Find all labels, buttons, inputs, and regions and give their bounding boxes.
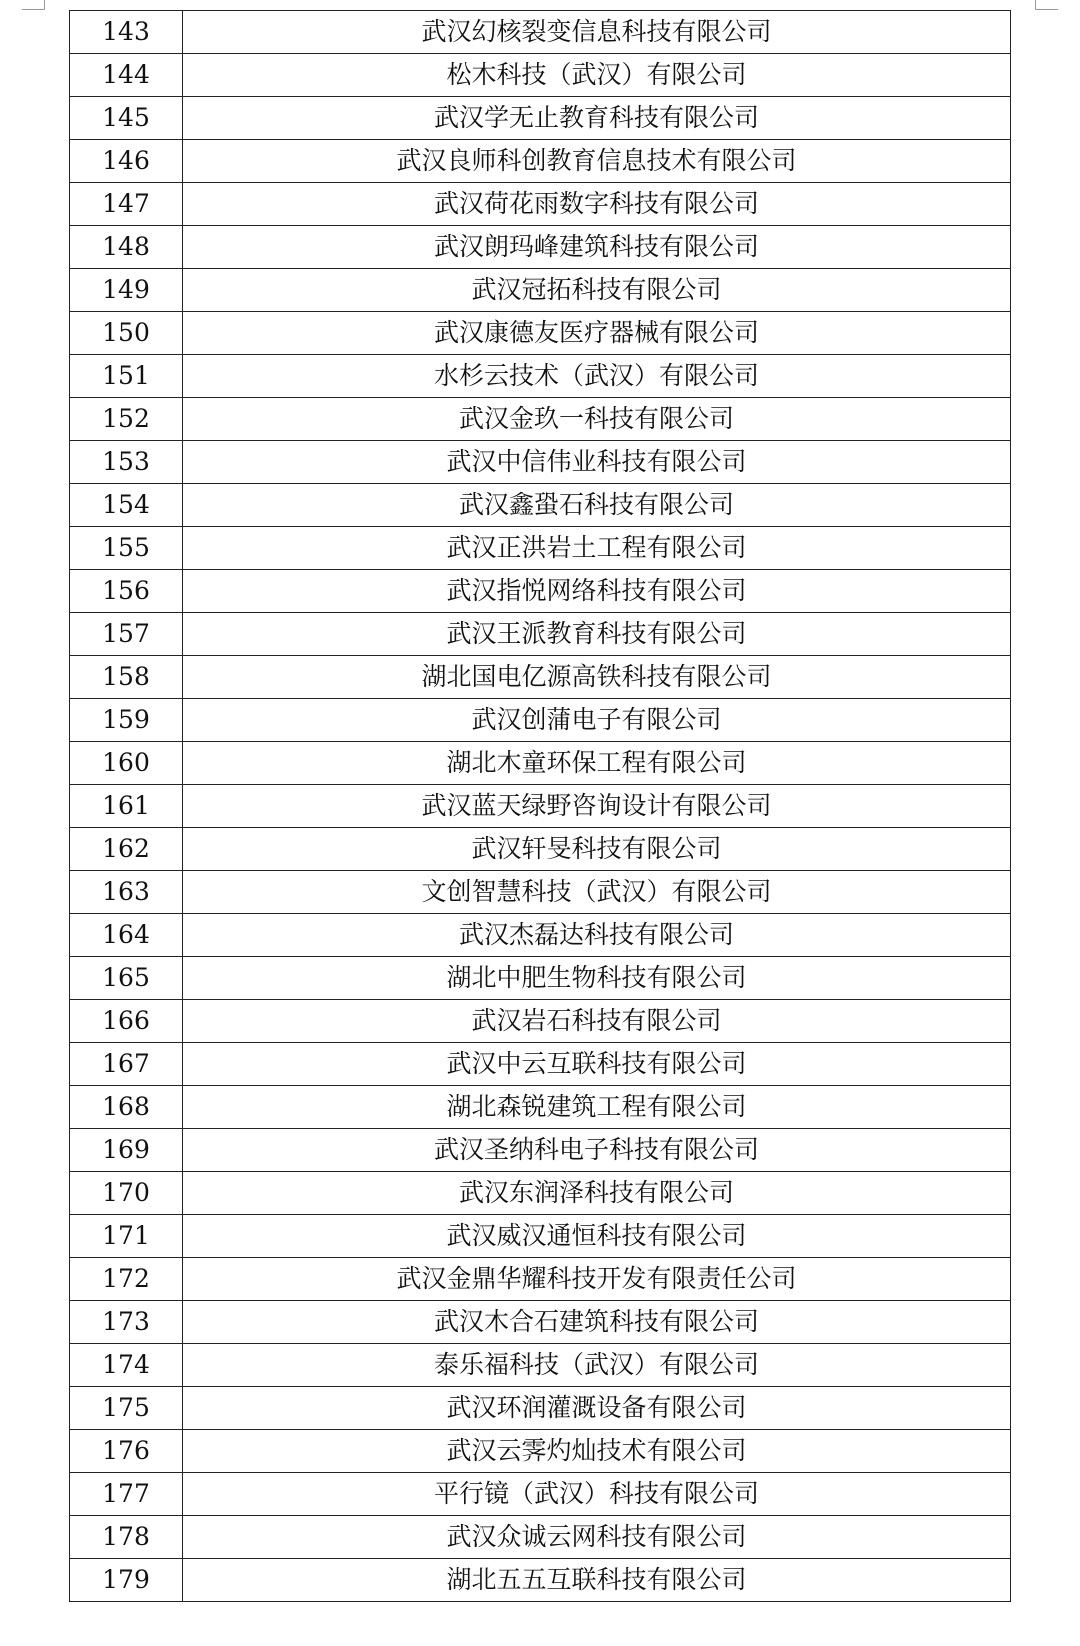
row-number: 168: [70, 1086, 183, 1129]
company-name: 武汉幻核裂变信息科技有限公司: [183, 11, 1011, 54]
row-number: 156: [70, 570, 183, 613]
table-row: [70, 140, 1011, 183]
page-corner-mark-left: [22, 0, 45, 10]
table-row: [70, 312, 1011, 355]
table-row: [70, 1129, 1011, 1172]
row-number: 173: [70, 1301, 183, 1344]
company-name: 武汉金玖一科技有限公司: [183, 398, 1011, 441]
table-row: [70, 699, 1011, 742]
company-list-body: [70, 11, 1011, 1602]
row-number: 147: [70, 183, 183, 226]
table-row: [70, 785, 1011, 828]
table-row: [70, 226, 1011, 269]
row-number: 167: [70, 1043, 183, 1086]
table-row: [70, 1000, 1011, 1043]
row-number: 162: [70, 828, 183, 871]
company-name: 湖北森锐建筑工程有限公司: [183, 1086, 1011, 1129]
table-row: [70, 1258, 1011, 1301]
table-row: [70, 1301, 1011, 1344]
table-row: [70, 1344, 1011, 1387]
company-name: 武汉蓝天绿野咨询设计有限公司: [183, 785, 1011, 828]
table-row: [70, 1516, 1011, 1559]
company-name: 武汉杰磊达科技有限公司: [183, 914, 1011, 957]
company-name: 武汉东润泽科技有限公司: [183, 1172, 1011, 1215]
table-row: [70, 828, 1011, 871]
table-row: [70, 1559, 1011, 1602]
company-name: 武汉正洪岩土工程有限公司: [183, 527, 1011, 570]
company-name: 武汉岩石科技有限公司: [183, 1000, 1011, 1043]
company-name: 武汉中云互联科技有限公司: [183, 1043, 1011, 1086]
row-number: 163: [70, 871, 183, 914]
row-number: 144: [70, 54, 183, 97]
table-row: [70, 914, 1011, 957]
row-number: 166: [70, 1000, 183, 1043]
company-name: 武汉中信伟业科技有限公司: [183, 441, 1011, 484]
company-name: 武汉金鼎华耀科技开发有限责任公司: [183, 1258, 1011, 1301]
row-number: 161: [70, 785, 183, 828]
table-row: [70, 1043, 1011, 1086]
row-number: 176: [70, 1430, 183, 1473]
table-row: [70, 484, 1011, 527]
company-name: 文创智慧科技（武汉）有限公司: [183, 871, 1011, 914]
company-name: 武汉云霁灼灿技术有限公司: [183, 1430, 1011, 1473]
table-row: [70, 1086, 1011, 1129]
row-number: 165: [70, 957, 183, 1000]
table-row: [70, 871, 1011, 914]
row-number: 153: [70, 441, 183, 484]
page-corner-mark-right: [1035, 0, 1058, 10]
row-number: 148: [70, 226, 183, 269]
company-name: 湖北木童环保工程有限公司: [183, 742, 1011, 785]
table-row: [70, 355, 1011, 398]
row-number: 174: [70, 1344, 183, 1387]
company-name: 武汉圣纳科电子科技有限公司: [183, 1129, 1011, 1172]
company-name: 武汉学无止教育科技有限公司: [183, 97, 1011, 140]
table-row: [70, 398, 1011, 441]
table-row: [70, 957, 1011, 1000]
company-name: 湖北五五互联科技有限公司: [183, 1559, 1011, 1602]
row-number: 154: [70, 484, 183, 527]
company-name: 湖北中肥生物科技有限公司: [183, 957, 1011, 1000]
company-name: 武汉荷花雨数字科技有限公司: [183, 183, 1011, 226]
table-row: [70, 1473, 1011, 1516]
row-number: 160: [70, 742, 183, 785]
row-number: 149: [70, 269, 183, 312]
company-name: 泰乐福科技（武汉）有限公司: [183, 1344, 1011, 1387]
table-row: [70, 54, 1011, 97]
row-number: 152: [70, 398, 183, 441]
row-number: 143: [70, 11, 183, 54]
row-number: 175: [70, 1387, 183, 1430]
table-row: [70, 656, 1011, 699]
row-number: 158: [70, 656, 183, 699]
row-number: 179: [70, 1559, 183, 1602]
company-name: 武汉环润灌溉设备有限公司: [183, 1387, 1011, 1430]
company-name: 武汉康德友医疗器械有限公司: [183, 312, 1011, 355]
company-name: 武汉鑫蛩石科技有限公司: [183, 484, 1011, 527]
table-row: [70, 527, 1011, 570]
row-number: 178: [70, 1516, 183, 1559]
company-name: 武汉良师科创教育信息技术有限公司: [183, 140, 1011, 183]
company-name: 武汉指悦网络科技有限公司: [183, 570, 1011, 613]
company-name: 松木科技（武汉）有限公司: [183, 54, 1011, 97]
row-number: 151: [70, 355, 183, 398]
row-number: 172: [70, 1258, 183, 1301]
company-name: 武汉朗玛峰建筑科技有限公司: [183, 226, 1011, 269]
row-number: 145: [70, 97, 183, 140]
row-number: 146: [70, 140, 183, 183]
company-name: 武汉威汉通恒科技有限公司: [183, 1215, 1011, 1258]
company-name: 武汉轩旻科技有限公司: [183, 828, 1011, 871]
company-name: 武汉众诚云网科技有限公司: [183, 1516, 1011, 1559]
row-number: 171: [70, 1215, 183, 1258]
row-number: 150: [70, 312, 183, 355]
row-number: 177: [70, 1473, 183, 1516]
company-list-table: [69, 10, 1011, 1602]
table-row: [70, 97, 1011, 140]
table-row: [70, 441, 1011, 484]
row-number: 155: [70, 527, 183, 570]
row-number: 170: [70, 1172, 183, 1215]
table-row: [70, 1430, 1011, 1473]
table-row: [70, 742, 1011, 785]
table-row: [70, 11, 1011, 54]
company-name: 武汉冠拓科技有限公司: [183, 269, 1011, 312]
table-row: [70, 1387, 1011, 1430]
row-number: 169: [70, 1129, 183, 1172]
company-name: 武汉创蒲电子有限公司: [183, 699, 1011, 742]
company-name: 武汉木合石建筑科技有限公司: [183, 1301, 1011, 1344]
table-row: [70, 613, 1011, 656]
row-number: 159: [70, 699, 183, 742]
company-name: 水杉云技术（武汉）有限公司: [183, 355, 1011, 398]
row-number: 157: [70, 613, 183, 656]
table-row: [70, 269, 1011, 312]
table-row: [70, 1215, 1011, 1258]
row-number: 164: [70, 914, 183, 957]
company-name: 武汉王派教育科技有限公司: [183, 613, 1011, 656]
table-row: [70, 1172, 1011, 1215]
table-row: [70, 183, 1011, 226]
table-row: [70, 570, 1011, 613]
company-name: 湖北国电亿源高铁科技有限公司: [183, 656, 1011, 699]
company-name: 平行镜（武汉）科技有限公司: [183, 1473, 1011, 1516]
